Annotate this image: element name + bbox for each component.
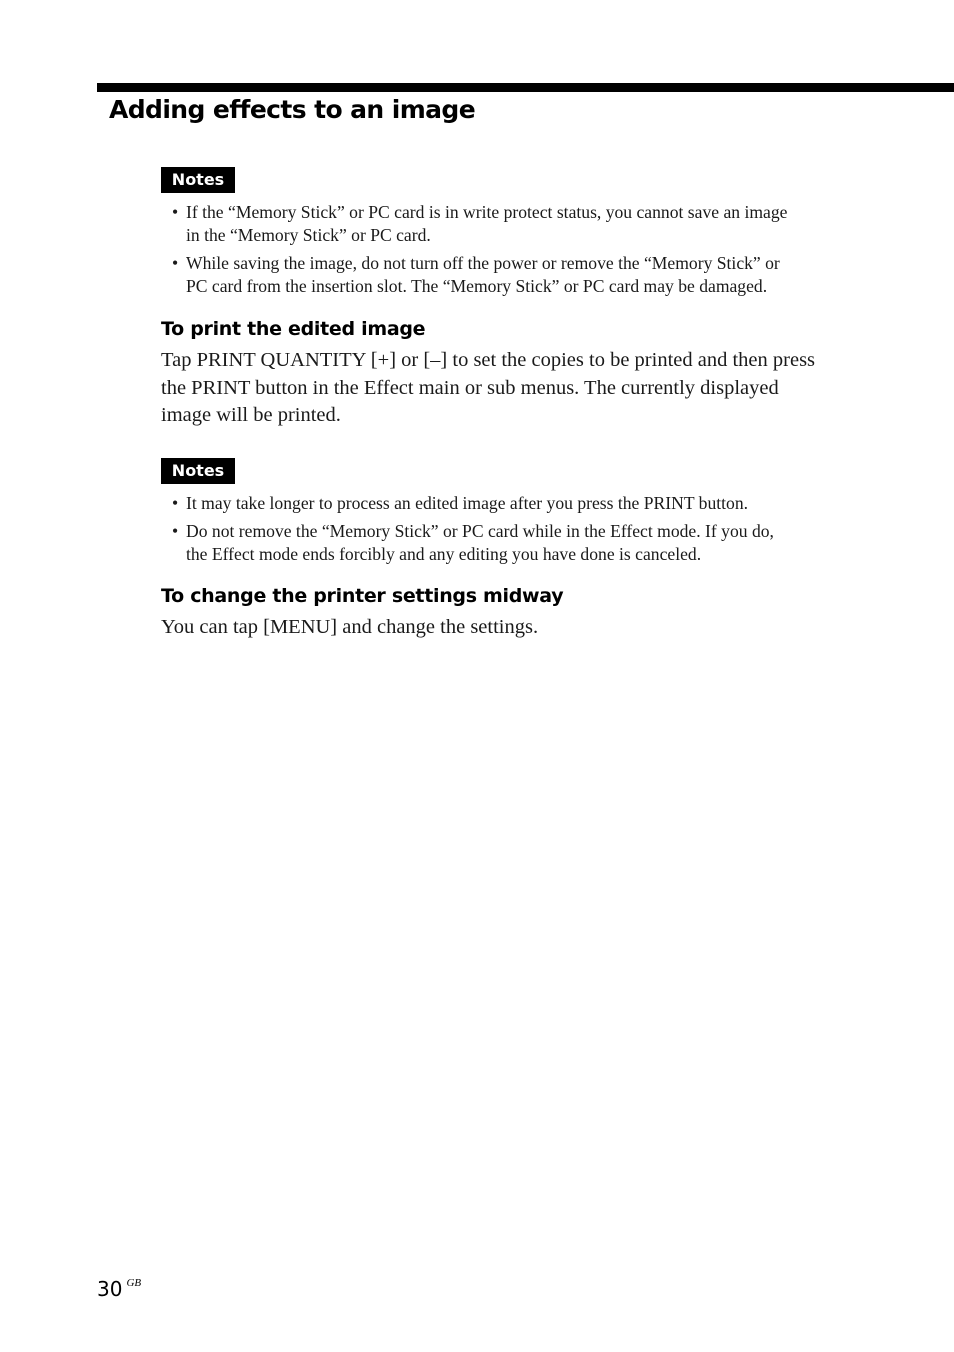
page-footer: [97, 1277, 141, 1301]
note-item: [172, 252, 787, 298]
note-item: [172, 201, 787, 247]
notes-list: [172, 201, 787, 303]
notes-badge: Notes: [161, 458, 235, 484]
notes-list: [172, 492, 774, 571]
note-line: the Effect mode ends forcibly and any editing you have done is canceled.: [186, 544, 702, 564]
body-line: You can tap [MENU] and change the settings.: [161, 616, 539, 638]
notes-badge: Notes: [161, 167, 235, 193]
note-line: in the “Memory Stick” or PC card.: [186, 225, 431, 245]
section-rule: [97, 83, 954, 92]
bullet-icon: •: [172, 493, 179, 513]
body-line: image will be printed.: [161, 404, 341, 426]
note-line: PC card from the insertion slot. The “Memory Stick” or PC card may be damaged.: [186, 276, 768, 296]
note-line: It may take longer to process an edited image after you press the PRINT button.: [186, 493, 749, 513]
section-body: [161, 614, 538, 642]
note-item: [172, 492, 774, 515]
page-title: Adding effects to an image: [109, 95, 476, 124]
section-heading: To change the printer settings midway: [161, 585, 564, 607]
bullet-icon: •: [172, 521, 179, 541]
bullet-icon: •: [172, 253, 179, 273]
note-line: If the “Memory Stick” or PC card is in write protect status, you cannot save an image: [186, 202, 788, 222]
bullet-icon: •: [172, 202, 179, 222]
page-number: 30: [97, 1277, 123, 1301]
section-heading: To print the edited image: [161, 318, 426, 340]
region-code: GB: [126, 1277, 142, 1289]
body-line: the PRINT button in the Effect main or sub menus. The currently displayed: [161, 376, 779, 399]
body-line: Tap PRINT QUANTITY [+] or [–] to set the copies to be printed and then press: [161, 349, 816, 371]
note-line: While saving the image, do not turn off the power or remove the “Memory Stick” or: [186, 253, 780, 273]
section-body: [161, 347, 815, 430]
note-line: Do not remove the “Memory Stick” or PC card while in the Effect mode. If you do,: [186, 521, 774, 541]
note-item: [172, 520, 774, 566]
